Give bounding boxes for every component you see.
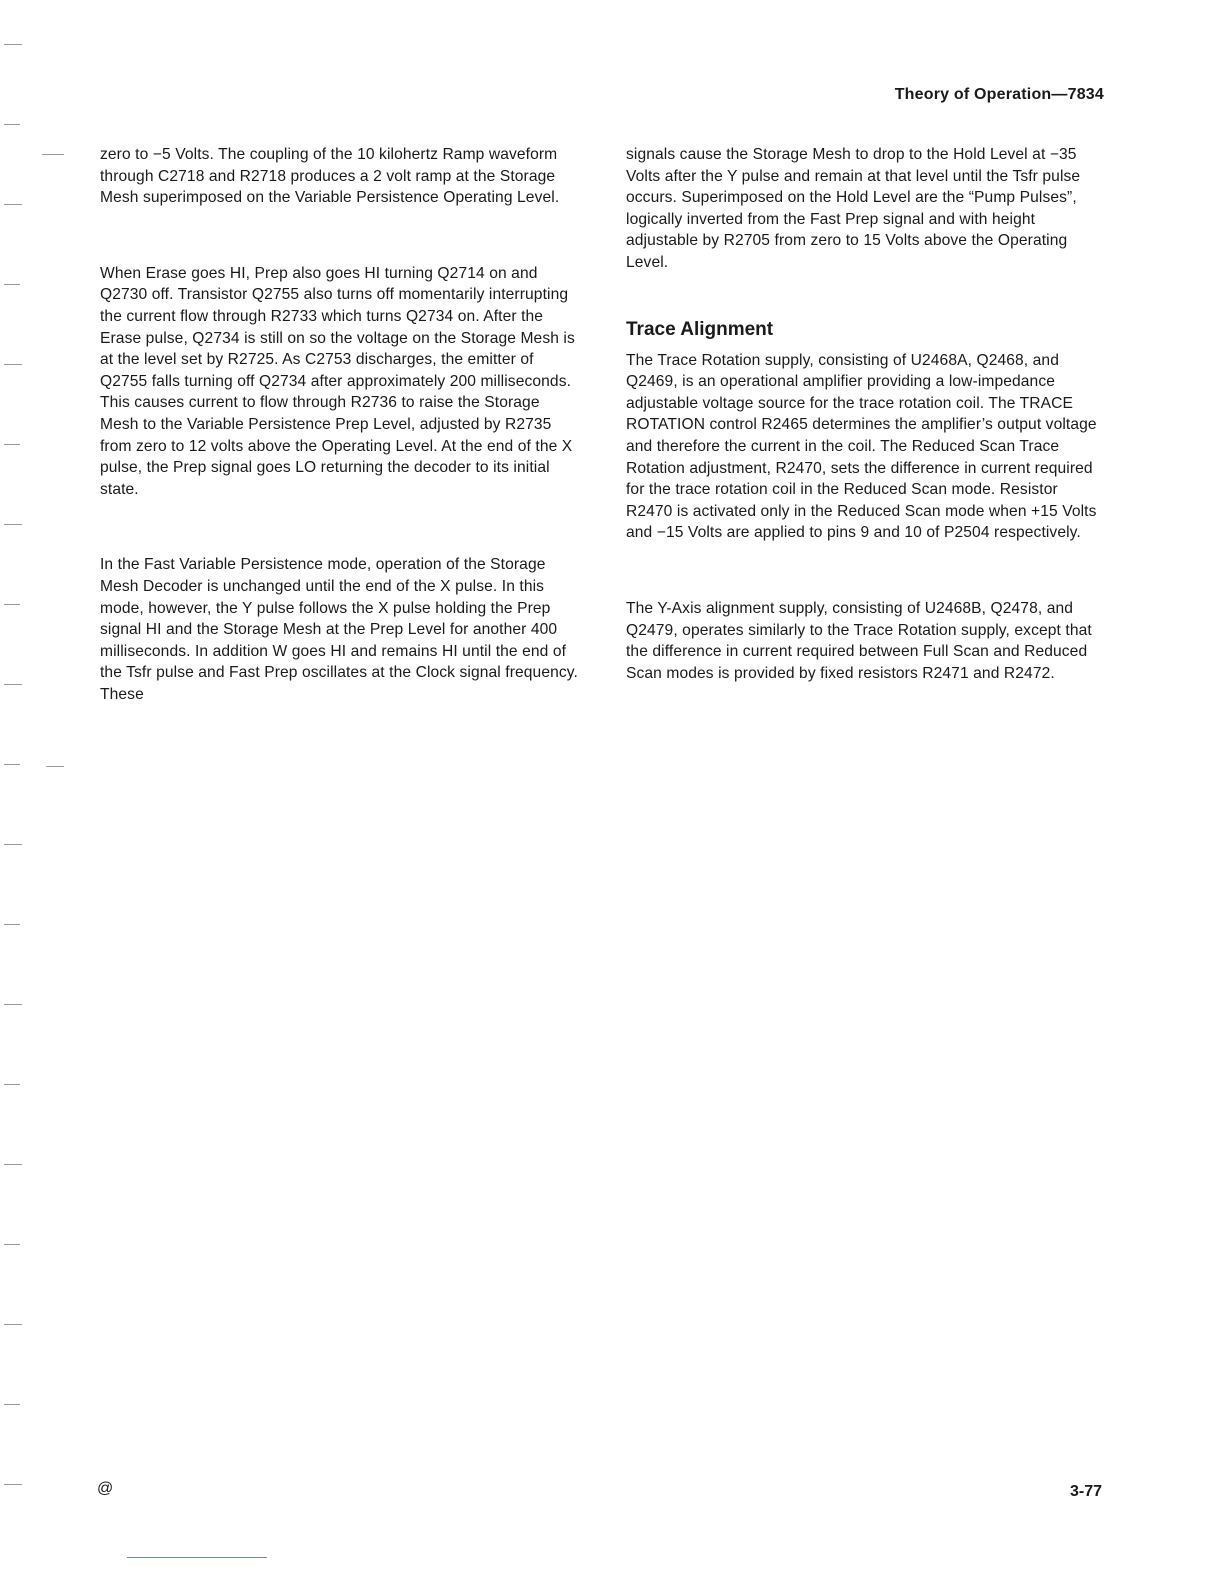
left-paragraph-2: When Erase goes HI, Prep also goes HI turning Q2714 on and Q2730 off. Transistor Q2755 also turns off momentarily interrupting the current flow through R2733 which turns Q2734 on. After the Erase pulse, Q2734 is still on so the voltage on the Storage Mesh is at the level set by R2725. As C2753 discharges, the emitter of Q2755 falls turning off Q2734 after approximately 200 milliseconds. This causes current to flow through R2736 to raise the Storage Mesh to the Variable Persistence Prep Level, adjusted by R2735 from zero to 12 volts above the Operating Level. At the end of the X pulse, the Prep signal goes LO returning the decoder to its initial state. bbox=[100, 264, 575, 498]
left-paragraph-3: In the Fast Variable Persistence mode, operation of the Storage Mesh Decoder is unchanged until the end of the X pulse. In this mode, however, the Y pulse follows the X pulse holding the Prep signal HI and the Storage Mesh at the Prep Level for another 400 milliseconds. In addition W goes HI and remains HI until the end of the Tsfr pulse and Fast Prep oscillates at the Clock signal frequency. These bbox=[100, 556, 578, 703]
page-header-title: Theory of Operation—7834 bbox=[894, 86, 1104, 103]
scan-artifact-line bbox=[127, 1557, 267, 1558]
right-text-column bbox=[626, 144, 1104, 738]
page-number: 3-77 bbox=[1069, 1483, 1102, 1500]
footer-copyright-symbol: @ bbox=[97, 1480, 114, 1497]
scan-margin-marks bbox=[4, 40, 64, 1500]
left-paragraph-1: zero to −5 Volts. The coupling of the 10 kilohertz Ramp waveform through C2718 and R2718 produces a 2 volt ramp at the Storage Mesh superimposed on the Variable Persistence Operating Level. bbox=[100, 146, 560, 207]
right-paragraph-trace-rotation: The Trace Rotation supply, consisting of U2468A, Q2468, and Q2469, is an operational amplifier providing a low-impedance adjustable voltage source for the trace rotation coil. The TRACE ROTATION control R2465 determines the amplifier’s output voltage and therefore the current in the coil. The Reduced Scan Trace Rotation adjustment, R2470, sets the difference in current required for the trace rotation coil in the Reduced Scan mode. Resistor R2470 is activated only in the Reduced Scan mode when +15 Volts and −15 Volts are applied to pins 9 and 10 of P2504 respectively. bbox=[626, 351, 1097, 542]
section-heading-trace-alignment: Trace Alignment bbox=[626, 318, 774, 340]
right-intro-paragraph: signals cause the Storage Mesh to drop to the Hold Level at −35 Volts after the Y pulse and remain at that level until the Tsfr pulse occurs. Superimposed on the Hold Level are the “Pump Pulses”, logically inverted from the Fast Prep signal and with height adjustable by R2705 from zero to 15 Volts above the Operating Level. bbox=[626, 146, 1081, 271]
left-text-column bbox=[100, 144, 582, 759]
right-paragraph-y-axis: The Y-Axis alignment supply, consisting of U2468B, Q2478, and Q2479, operates similarly to the Trace Rotation supply, except that the difference in current required between Full Scan and Reduced Scan modes is provided by fixed resistors R2471 and R2472. bbox=[626, 599, 1092, 682]
